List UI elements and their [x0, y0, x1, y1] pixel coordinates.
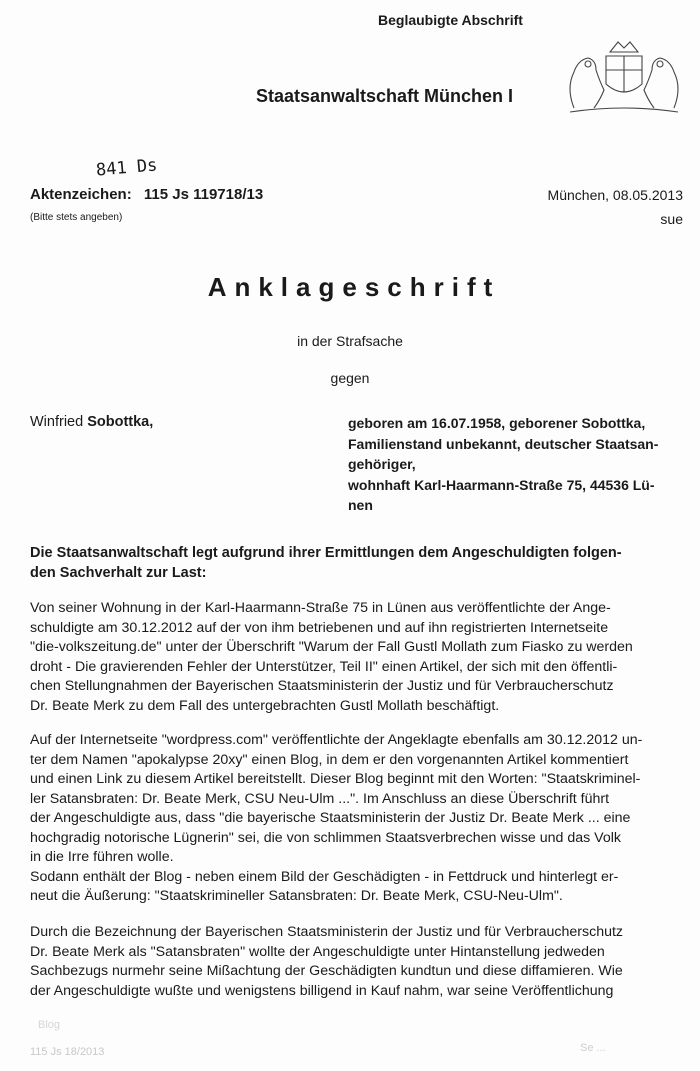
accused-detail-line: wohnhaft Karl-Haarmann-Straße 75, 44536 Lü-: [348, 476, 655, 493]
accused-details: [348, 413, 658, 516]
file-number-line: [30, 186, 263, 203]
paragraph-3: Durch die Bezeichnung der Bayerischen Staatsministerin der Justiz und für Verbraucherschutz Dr. Beate Merk als "Satansbraten" wollte der Angeschuldigte unter Hintanstellung jedweden Sachbezugs nurmehr seine Mißachtung der Geschädigten kundtun und diese diffamieren. Wie der Angeschuldigte wußte und wenigstens billigend in Kauf nahm, war seine Veröffentlichung: [30, 924, 624, 999]
paragraph-2: Auf der Internetseite "wordpress.com" veröffentlichte der Angeklagte ebenfalls am 30.12.2012 un- ter dem Namen "apokalypse 20xy" einen Blog, in dem er den vorgenannten Artikel kommentiert und einen Link zu diesem Artikel bereitstellt. Dieser Blog beginnt mit den Worten: "Staatskriminel- ler Satansbraten: Dr. Beate Merk, CSU Neu-Ulm ...". Im Anschluss an diese Überschrift führt der Angeschuldigte aus, dass "die bayerische Staatsministerin der Justiz Dr. Beate Merk ... eine hochgradig notorische Lügnerin" sei, die von schlimmen Staatsverbrechen wisse und das Volk in die Irre führen wolle. Sodann enthält der Blog - neben einem Bild der Geschädigten - in Fettdruck und hinterlegt er- neut die Äußerung: "Staatskrimineller Satansbraten: Dr. Beate Merk, CSU-Neu-Ulm".: [30, 732, 643, 904]
accused-name: [30, 414, 153, 430]
file-number: 115 Js 119718/13: [143, 186, 264, 203]
accused-first-name: Winfried: [30, 414, 84, 430]
paragraph-1: Von seiner Wohnung in der Karl-Haarmann-Straße 75 in Lünen aus veröffentlichte der Ange- schuldigte am 30.12.2012 auf der von ihm betriebenen und auf ihn registrierten Internetseite "die-volkszeitung.de" unter der Überschrift "Warum der Fall Gustl Mollath zum Fiasko zu werden droht - Die gravierenden Fehler der Unterstützer, Teil II" einen Artikel, der sich mit den öffentli- chen Stellungnahmen der Bayerischen Staatsministerin der Justiz und für Verbraucherschutz Dr. Beate Merk zu dem Fall des untergebrachten Gustl Mollath beschäftigt.: [30, 600, 633, 714]
accused-detail-line: nen: [348, 497, 373, 513]
file-number-label: Aktenzeichen:: [30, 186, 132, 203]
bavarian-coat-of-arms-icon: [560, 38, 688, 118]
accused-last-name: Sobottka,: [87, 414, 154, 430]
accused-detail-line: Familienstand unbekannt, deutscher Staatsan-: [348, 435, 659, 452]
bleed-through-word: Blog: [38, 1019, 61, 1031]
charges-intro: Die Staatsanwaltschaft legt aufgrund ihrer Ermittlungen dem Angeschuldigten folgen- den Sachverhalt zur Last:: [30, 545, 622, 581]
authority-name: Staatsanwaltschaft München I: [256, 86, 514, 106]
file-number-note: (Bitte stets angeben): [30, 212, 123, 223]
bleed-through-reference: 115 Js 18/2013: [30, 1046, 105, 1058]
place-date: München, 08.05.2013: [547, 187, 683, 203]
document-title: Anklageschrift: [207, 272, 501, 302]
handwritten-case-number: 841 Ds: [95, 155, 159, 181]
accused-detail-line: gehöriger,: [348, 456, 416, 472]
bleed-through-page: Se ...: [580, 1042, 606, 1054]
accused-detail-line: geboren am 16.07.1958, geborener Sobottka,: [348, 415, 646, 431]
initials: sue: [660, 211, 683, 227]
certified-copy-label: Beglaubigte Abschrift: [378, 12, 523, 28]
against-label: gegen: [330, 370, 370, 386]
subtitle: in der Strafsache: [297, 333, 403, 349]
